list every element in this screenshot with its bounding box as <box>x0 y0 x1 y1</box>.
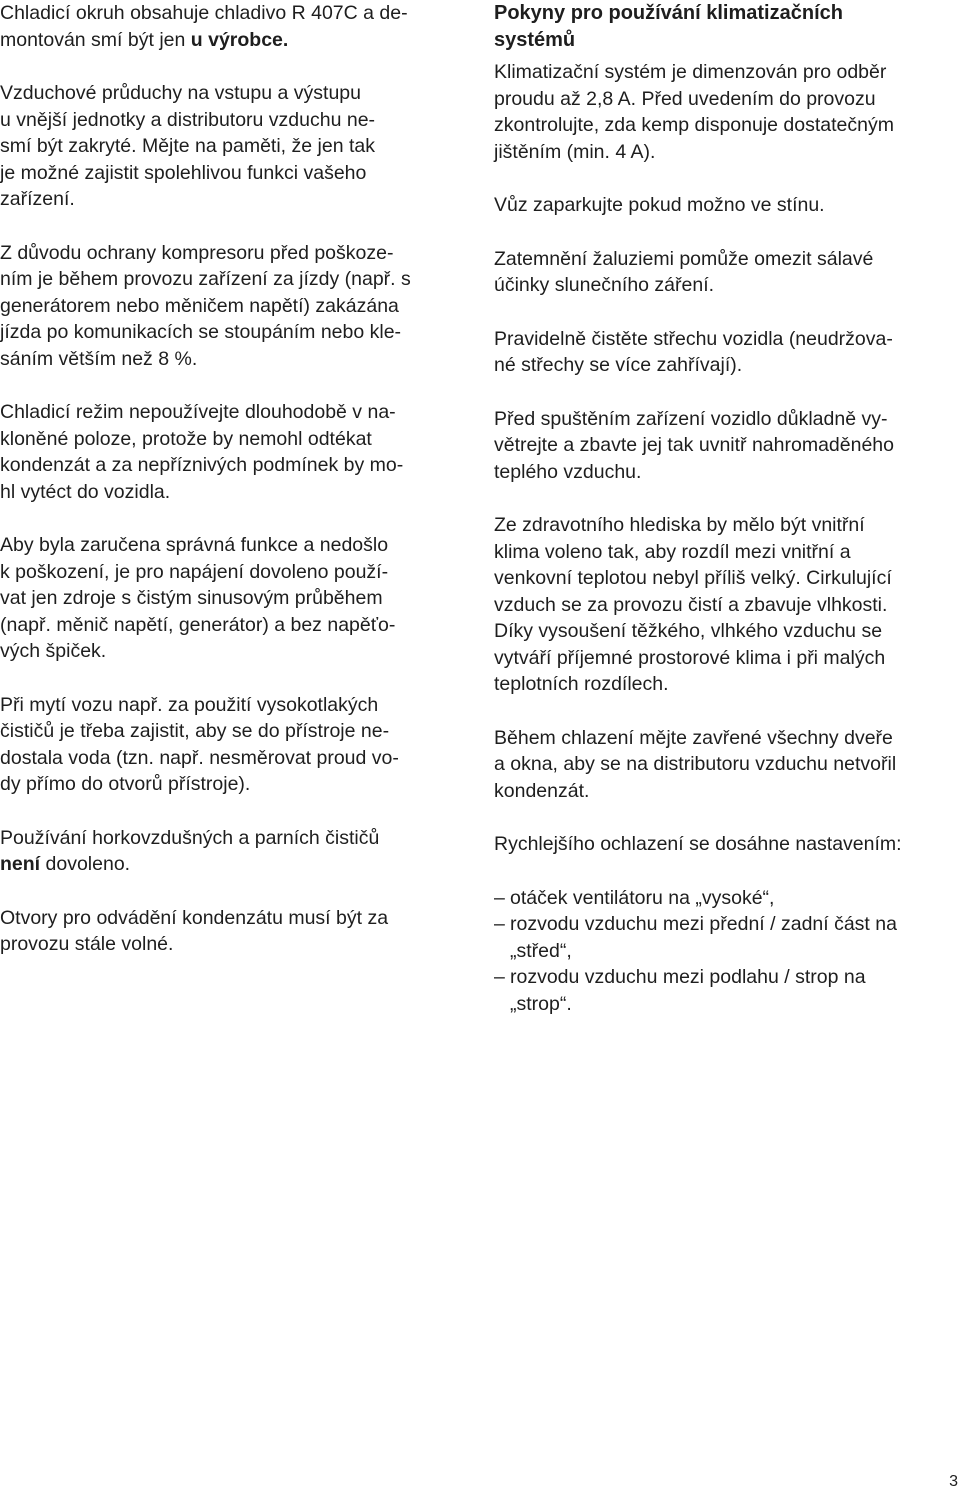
ventilation-paragraph: Před spuštěním zařízení vozidlo důkladně vy- větrejte a zbavte jej tak uvnitř nahromaděného teplého vzduchu. <box>494 407 894 483</box>
left-column <box>0 0 462 985</box>
vents-paragraph: Vzduchové průduchy na vstupu a výstupu u vnější jednotky a distributoru vzduchu ne- smí být zakryté. Mějte na paměti, že jen tak je možné zajistit spolehlivou funkci vašeho zařízení. <box>0 82 376 210</box>
section-heading: Pokyny pro používání klimatizačních systémů <box>494 2 843 51</box>
list-item-text: otáček ventilátoru na „vysoké“, <box>510 886 775 909</box>
refrigerant-bold-text: u výrobce. <box>190 28 289 51</box>
steam-cleaners-bold-text: není <box>0 853 41 875</box>
dash-bullet: – <box>494 886 505 909</box>
list-item-text: rozvodu vzduchu mezi přední / zadní část na „střed“, <box>510 913 897 962</box>
power-supply-paragraph: Aby byla zaručena správná funkce a nedošlo k poškození, je pro napájení dovoleno použí- vat jen zdroje s čistým sinusovým průběhem (např. měnič napětí, generátor) a bez napěťo- vých špiček. <box>0 534 396 662</box>
doors-windows-paragraph: Během chlazení mějte zavřené všechny dveře a okna, aby se na distributoru vzduchu netvořil kondenzát. <box>494 726 897 802</box>
refrigerant-text: Chladicí okruh obsahuje chladivo R 407C a de- montován smí být jen <box>0 2 408 51</box>
steam-cleaners-tail-text: dovoleno. <box>40 853 131 875</box>
shade-parking-paragraph: Vůz zaparkujte pokud možno ve stínu. <box>494 194 825 216</box>
compressor-paragraph: Z důvodu ochrany kompresoru před poškoze- ním je během provozu zařízení za jízdy (např. s generátorem nebo měničem napětí) zakázána jízda po komunikacích se stoupáním nebo kle- sáním větším než 8 %. <box>0 241 411 370</box>
list-item <box>494 964 960 1017</box>
dash-bullet: – <box>494 913 505 935</box>
roof-cleaning-paragraph: Pravidelně čistěte střechu vozidla (neudržova- né střechy se více zahřívají). <box>494 327 893 376</box>
washing-paragraph: Při mytí vozu např. za použití vysokotlakých čističů je třeba zajistit, aby se do přístroje ne- dostala voda (tzn. např. nesměrovat proud vo- dy přímo do otvorů přístroje). <box>0 693 399 795</box>
steam-cleaners-paragraph <box>0 825 462 878</box>
dash-bullet: – <box>494 966 505 988</box>
blinds-paragraph: Zatemnění žaluziemi pomůže omezit sálavé účinky slunečního záření. <box>494 247 874 296</box>
condensate-openings-paragraph: Otvory pro odvádění kondenzátu musí být za provozu stále volné. <box>0 906 389 955</box>
list-item <box>494 911 960 964</box>
list-item <box>494 885 960 912</box>
page-number: 3 <box>949 1473 958 1490</box>
list-item-text: rozvodu vzduchu mezi podlahu / strop na „strop“. <box>510 966 866 1015</box>
current-consumption-paragraph: Klimatizační systém je dimenzován pro odběr proudu až 2,8 A. Před uvedením do provozu zkontrolujte, zda kemp disponuje dostatečným jištěním (min. 4 A). <box>494 61 894 163</box>
settings-list <box>494 885 960 1018</box>
steam-cleaners-text: Používání horkovzdušných a parních čističů <box>0 826 380 849</box>
refrigerant-paragraph <box>0 0 462 53</box>
faster-cooling-paragraph: Rychlejšího ochlazení se dosáhne nastavením: <box>494 833 902 855</box>
right-column <box>494 0 960 1017</box>
tilted-position-paragraph: Chladicí režim nepoužívejte dlouhodobě v na- kloněné poloze, protože by nemohl odtékat kondenzát a za nepříznivých podmínek by mo- hl vytéct do vozidla. <box>0 401 404 503</box>
health-climate-paragraph: Ze zdravotního hlediska by mělo být vnitřní klima voleno tak, aby rozdíl mezi vnitřní a venkovní teplotou nebyl příliš velký. Cirkulující vzduch se za provozu čistí a zbavuje vlhkosti. Díky vysoušení těžkého, vlhkého vzduchu se vytváří příjemné prostorové klima i při malých teplotních rozdílech. <box>494 514 892 695</box>
